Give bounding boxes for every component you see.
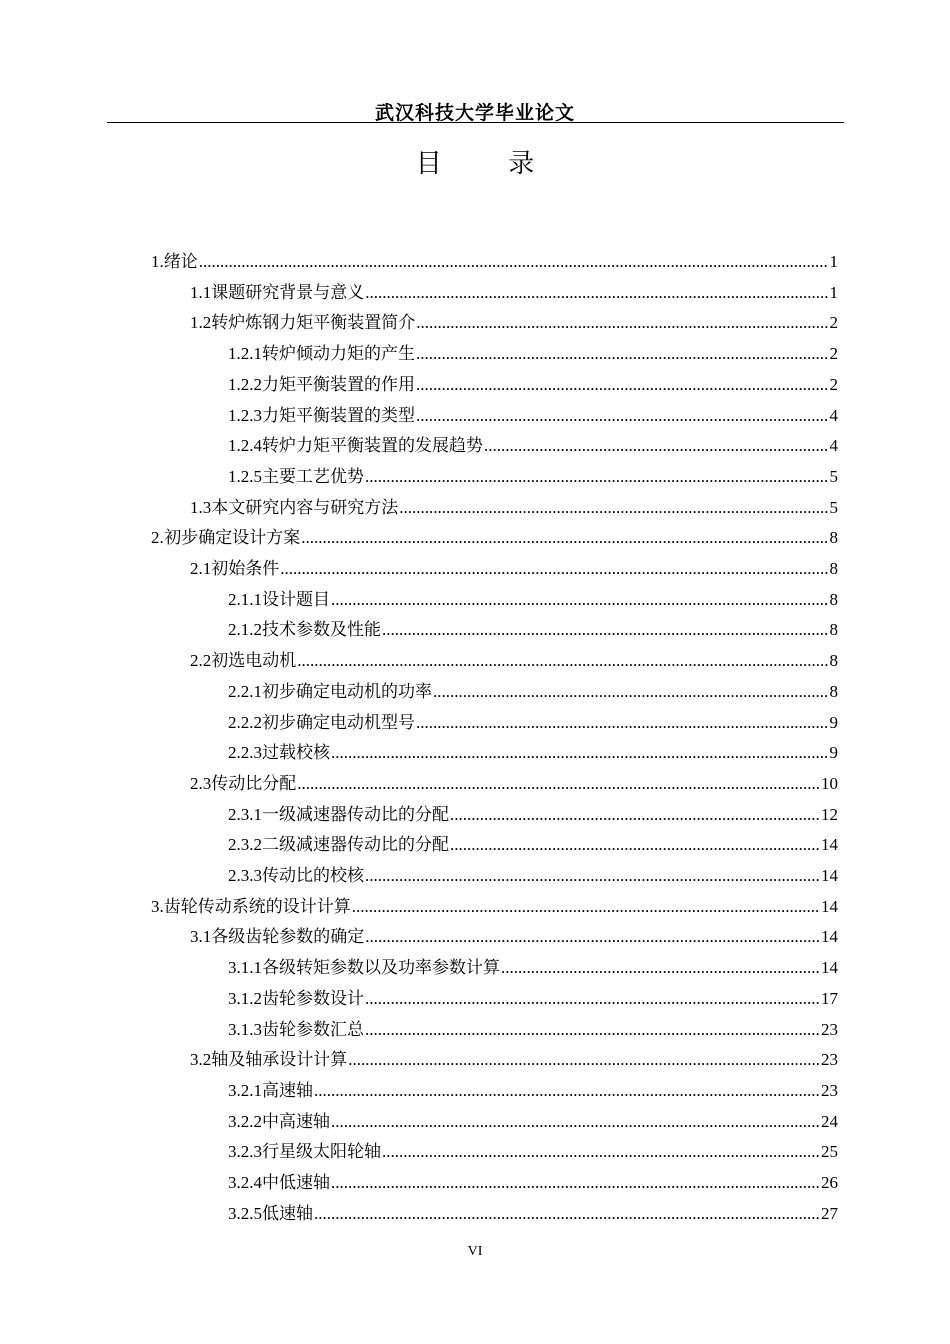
toc-entry-page: 12 — [821, 804, 838, 824]
toc-entry-page: 23 — [821, 1080, 838, 1100]
toc-entry-number: 2.2.1 — [228, 681, 262, 701]
toc-entry-page: 8 — [829, 528, 838, 548]
toc-entry-number: 1.3 — [190, 497, 212, 517]
toc-leader-dots — [348, 1050, 820, 1070]
toc-entry[interactable] — [228, 1168, 838, 1198]
toc-entry-title: 转炉炼钢力矩平衡装置简介 — [211, 313, 416, 333]
toc-leader-dots — [416, 344, 829, 364]
toc-leader-dots — [365, 927, 820, 947]
toc-entry-page: 14 — [821, 835, 838, 855]
toc-entry[interactable] — [228, 1015, 838, 1045]
toc-entry[interactable] — [228, 585, 838, 615]
toc-entry-number: 1. — [151, 252, 164, 271]
toc-leader-dots — [450, 805, 820, 825]
toc-entry-page: 5 — [829, 466, 838, 486]
toc-entry-number: 1.2.3 — [228, 405, 262, 425]
toc-entry-page: 14 — [821, 866, 838, 885]
toc-entry-title: 齿轮参数设计 — [262, 988, 364, 1008]
toc-entry-number: 2.3.3 — [228, 866, 262, 885]
toc-leader-dots — [297, 774, 820, 794]
running-header-title: 武汉科技大学毕业论文 — [374, 103, 575, 124]
toc-entry-number: 1.2.1 — [228, 344, 262, 364]
toc-entry[interactable] — [228, 1137, 838, 1167]
toc-entry-number: 1.2.4 — [228, 436, 262, 456]
toc-entry-number: 3.1.2 — [228, 988, 262, 1008]
toc-entry-number: 1.2.2 — [228, 374, 262, 394]
toc-entry[interactable] — [228, 1076, 838, 1106]
toc-leader-dots — [331, 743, 829, 763]
toc-entry-page: 9 — [829, 743, 838, 763]
toc-leader-dots — [365, 467, 829, 487]
toc-entry-title: 初步确定设计方案 — [164, 528, 301, 548]
toc-entry-page: 1 — [829, 252, 838, 271]
toc-entry[interactable] — [228, 800, 838, 830]
toc-entry-page: 17 — [821, 988, 838, 1008]
toc-entry[interactable] — [228, 984, 838, 1014]
toc-entry-title: 低速轴 — [262, 1203, 313, 1223]
toc-entry-number: 2.2.2 — [228, 712, 262, 732]
toc-leader-dots — [331, 1173, 820, 1193]
toc-entry[interactable] — [228, 431, 838, 461]
toc-entry-page: 8 — [829, 589, 838, 609]
toc-entry[interactable] — [228, 677, 838, 707]
toc-entry-page: 2 — [829, 313, 838, 333]
toc-entry-title: 中高速轴 — [262, 1111, 330, 1131]
toc-leader-dots — [416, 313, 828, 333]
toc-entry-title: 绪论 — [163, 252, 198, 271]
toc-entry[interactable] — [228, 401, 838, 431]
toc-entry-title: 传动比的校核 — [262, 866, 364, 885]
toc-leader-dots — [433, 682, 829, 702]
toc-entry-title: 主要工艺优势 — [262, 466, 364, 486]
toc-entry-page: 4 — [829, 405, 838, 425]
toc-entry[interactable] — [190, 1045, 838, 1075]
toc-leader-dots — [365, 989, 820, 1009]
toc-entry-title: 技术参数及性能 — [262, 620, 381, 640]
toc-entry-number: 2.1.2 — [228, 620, 262, 640]
toc-leader-dots — [382, 620, 829, 640]
toc-entry-number: 3.2.3 — [228, 1142, 262, 1162]
toc-entry-title: 初选电动机 — [211, 651, 297, 671]
toc-entry-page: 8 — [829, 559, 838, 578]
toc-entry[interactable] — [190, 922, 838, 952]
toc-entry-title: 传动比分配 — [211, 773, 297, 793]
toc-entry-page: 5 — [829, 497, 838, 517]
toc-entry-title: 力矩平衡装置的作用 — [262, 374, 415, 394]
toc-entry-number: 3. — [151, 896, 164, 916]
toc-entry[interactable] — [228, 370, 838, 400]
toc-entry-page: 25 — [821, 1142, 838, 1162]
toc-entry-number: 2.3.1 — [228, 804, 262, 824]
toc-entry[interactable] — [151, 523, 838, 553]
toc-entry-number: 2.1.1 — [228, 589, 262, 609]
toc-entry-page: 8 — [829, 681, 838, 701]
toc-leader-dots — [365, 866, 820, 886]
toc-entry[interactable] — [190, 554, 838, 584]
toc-entry[interactable] — [228, 953, 838, 983]
toc-entry-number: 2.2 — [190, 651, 212, 671]
toc-entry-number: 2.1 — [190, 559, 212, 578]
toc-entry-title: 课题研究背景与意义 — [211, 282, 365, 302]
toc-entry-title: 初始条件 — [211, 559, 280, 578]
toc-entry-page: 4 — [829, 436, 838, 456]
toc-entry[interactable] — [151, 247, 838, 277]
toc-entry-title: 初步确定电动机型号 — [262, 712, 415, 732]
toc-entry[interactable] — [228, 615, 838, 645]
toc-entry-page: 23 — [821, 1050, 838, 1070]
toc-entry-title: 转炉倾动力矩的产生 — [262, 344, 415, 364]
toc-leader-dots — [484, 436, 829, 456]
toc-entry-number: 1.1 — [190, 282, 212, 302]
toc-leader-dots — [331, 590, 829, 610]
toc-entry-title: 高速轴 — [262, 1080, 313, 1100]
toc-entry[interactable] — [190, 278, 838, 308]
toc-leader-dots — [399, 498, 828, 518]
toc-entry-number: 3.2.2 — [228, 1111, 262, 1131]
page-number: VI — [467, 1244, 483, 1259]
toc-leader-dots — [199, 252, 829, 272]
toc-entry-title: 本文研究内容与研究方法 — [211, 497, 399, 517]
toc-entry-title: 齿轮参数汇总 — [262, 1019, 364, 1039]
toc-entry-title: 过载校核 — [262, 743, 330, 763]
toc-entry[interactable] — [190, 646, 838, 676]
toc-entry[interactable] — [151, 892, 838, 922]
toc-entry-page: 26 — [821, 1173, 838, 1192]
toc-entry-number: 2.3 — [190, 773, 212, 793]
toc-entry-title: 力矩平衡装置的类型 — [262, 405, 415, 425]
toc-entry-number: 3.1.1 — [228, 958, 262, 978]
toc-entry-page: 2 — [829, 374, 838, 394]
toc-entry-title: 设计题目 — [262, 589, 330, 609]
toc-entry-page: 8 — [829, 620, 838, 640]
toc-entry[interactable] — [190, 493, 838, 523]
toc-entry[interactable] — [190, 308, 838, 338]
toc-entry-number: 3.2 — [190, 1050, 212, 1070]
toc-entry[interactable] — [228, 1199, 838, 1229]
toc-entry-number: 2.2.3 — [228, 743, 262, 763]
toc-entry-title: 一级减速器传动比的分配 — [262, 804, 449, 824]
toc-title: 目 录 — [415, 149, 565, 178]
toc-entry-number: 1.2 — [190, 313, 212, 333]
toc-entry[interactable] — [190, 769, 838, 799]
toc-leader-dots — [314, 1081, 820, 1101]
toc-entry-title: 中低速轴 — [262, 1173, 330, 1192]
toc-entry[interactable] — [228, 830, 838, 860]
toc-entry-title: 行星级太阳轮轴 — [262, 1142, 381, 1162]
toc-entry-page: 2 — [829, 344, 838, 364]
toc-entry-page: 14 — [821, 958, 838, 978]
toc-leader-dots — [314, 1204, 820, 1224]
toc-entry-title: 转炉力矩平衡装置的发展趋势 — [262, 436, 483, 456]
toc-entry-page: 14 — [821, 927, 838, 947]
toc-leader-dots — [365, 283, 828, 303]
toc-entry-title: 轴及轴承设计计算 — [211, 1050, 348, 1070]
header-rule — [107, 122, 844, 123]
toc-entry-number: 2.3.2 — [228, 835, 262, 855]
toc-leader-dots — [331, 1112, 820, 1132]
toc-entry[interactable] — [228, 1107, 838, 1137]
toc-entry-page: 27 — [821, 1203, 838, 1223]
toc-entry-number: 3.1.3 — [228, 1019, 262, 1039]
toc-entry-page: 10 — [821, 773, 838, 793]
toc-entry-number: 3.2.4 — [228, 1173, 262, 1192]
toc-entry[interactable] — [228, 462, 838, 492]
toc-entry-number: 3.1 — [190, 927, 212, 947]
toc-entry-page: 8 — [829, 651, 838, 671]
toc-entry-title: 齿轮传动系统的设计计算 — [163, 896, 351, 916]
toc-entry-number: 1.2.5 — [228, 466, 262, 486]
toc-entry-number: 2. — [151, 528, 164, 548]
toc-leader-dots — [416, 375, 829, 395]
toc-leader-dots — [280, 559, 828, 579]
toc-entry-title: 各级转矩参数以及功率参数计算 — [262, 958, 500, 978]
toc-leader-dots — [365, 1020, 820, 1040]
toc-leader-dots — [501, 958, 820, 978]
toc-leader-dots — [301, 528, 828, 548]
toc-entry[interactable] — [228, 738, 838, 768]
toc-leader-dots — [416, 713, 829, 733]
toc-entry-number: 3.2.5 — [228, 1203, 262, 1223]
toc-entry-title: 各级齿轮参数的确定 — [211, 927, 365, 947]
toc-entry-title: 二级减速器传动比的分配 — [262, 835, 449, 855]
toc-entry-page: 1 — [829, 282, 838, 302]
toc-entry[interactable] — [228, 339, 838, 369]
toc-entry-page: 14 — [821, 896, 838, 916]
toc-entry-page: 9 — [829, 712, 838, 732]
toc-leader-dots — [416, 406, 829, 426]
toc-entry-page: 24 — [821, 1111, 838, 1131]
toc-leader-dots — [352, 897, 820, 917]
toc-entry-number: 3.2.1 — [228, 1080, 262, 1100]
toc-entry-title: 初步确定电动机的功率 — [262, 681, 432, 701]
toc-entry[interactable] — [228, 708, 838, 738]
toc-leader-dots — [297, 651, 828, 671]
toc-entry[interactable] — [228, 861, 838, 891]
toc-leader-dots — [450, 835, 820, 855]
toc-entry-page: 23 — [821, 1019, 838, 1039]
toc-leader-dots — [382, 1142, 820, 1162]
